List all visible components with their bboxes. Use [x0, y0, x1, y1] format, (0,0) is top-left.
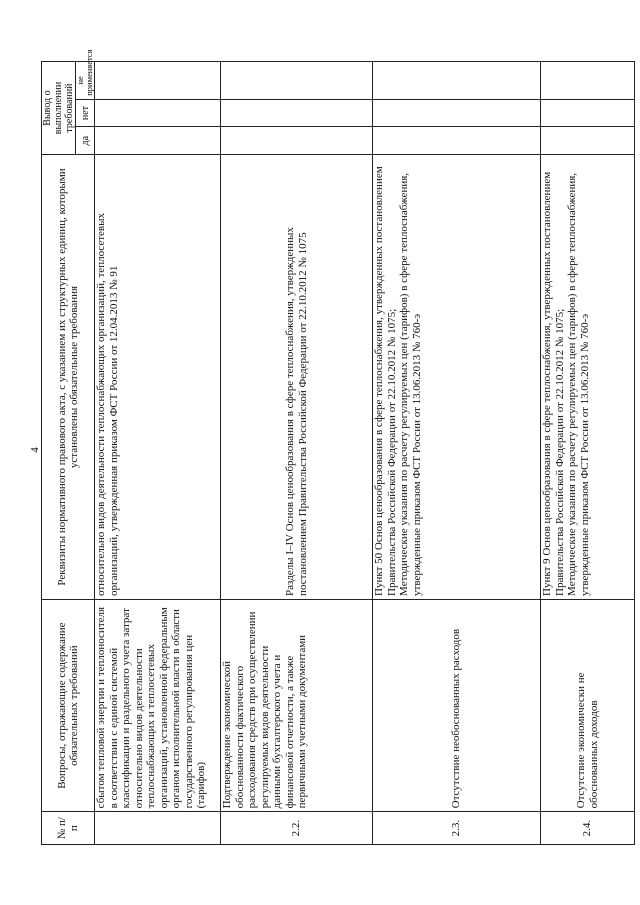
row-number: 2.2.: [221, 812, 373, 845]
cell-yes: [373, 127, 541, 155]
cell-not-applicable: [373, 62, 541, 100]
row-requisites: [541, 155, 635, 600]
row-requisites: [95, 155, 221, 600]
header-not-applicable: не применяется: [76, 62, 95, 100]
header-question: Вопросы, отражающие содержание обязательных требований: [42, 599, 95, 811]
page-number: 4: [29, 447, 41, 453]
row-number: 2.3.: [373, 812, 541, 845]
row-question: Подтверждение экономической обоснованности фактического расходования средств при осуществлении регулируемых видов деятельности данными бухгалтерского учета и финансовой отчетности, а также первичными учетными документами: [221, 599, 373, 811]
cell-no: [95, 99, 221, 127]
row-question: сбытом тепловой энергии и теплоносителя в соответствии с единой системой классификации и раздельного учета затрат относительно видов деятельности теплоснабжающих и теплосетевых организаций, установленной федеральным органом исполнительной власти в области государственного регулирования цен (тарифов): [95, 599, 221, 811]
table-row: [373, 62, 541, 845]
header-yes: да: [76, 127, 95, 155]
cell-yes: [541, 127, 635, 155]
cell-not-applicable: [95, 62, 221, 100]
row-requisites: [373, 155, 541, 600]
rotated-page: [41, 49, 600, 845]
row-number: 2.4.: [541, 812, 635, 845]
row-number: [95, 812, 221, 845]
header-conclusion: Вывод о выполнении требований: [42, 62, 76, 155]
requisite-text: Пункт 50 Основ ценообразования в сфере теплоснабжения, утвержденных постановлением Правительства Российской Федерации от 22.10.2012 № 1075;: [373, 166, 398, 596]
cell-no: [373, 99, 541, 127]
row-question: Отсутствие экономически не обоснованных доходов: [541, 599, 635, 811]
requisite-text: Методические указания по расчету регулируемых цен (тарифов) в сфере теплоснабжения, утвержденные приказом ФСТ России от 13.06.2013 № 760-э: [566, 172, 591, 596]
header-row: [42, 62, 76, 845]
header-no: нет: [76, 99, 95, 127]
table-row: [221, 62, 373, 845]
table-row: [541, 62, 635, 845]
cell-not-applicable: [541, 62, 635, 100]
requisite-text: Пункт 9 Основ ценообразования в сфере теплоснабжения, утвержденных постановлением Правительства Российской Федерации от 22.10.2012 № 1075;: [541, 171, 566, 596]
cell-no: [221, 99, 373, 127]
cell-not-applicable: [221, 62, 373, 100]
requirements-table: [41, 49, 635, 845]
cell-yes: [95, 127, 221, 155]
row-requisites: [221, 155, 373, 600]
requisite-text: относительно видов деятельности теплоснабжающих организаций, теплосетевых организаций, утвержденная приказом ФСТ России от 12.04.2013 № 91: [95, 212, 120, 596]
requisite-text: Разделы I–IV Основ ценообразования в сфере теплоснабжения, утвержденных постановлением Правительства Российской Федерации от 22.10.2012 № 1075: [284, 227, 309, 596]
table-row: [95, 62, 221, 845]
header-requisites: Реквизиты нормативного правового акта, с указанием их структурных единиц, которыми установлены обязательные требования: [42, 155, 95, 600]
requisite-text: Методические указания по расчету регулируемых цен (тарифов) в сфере теплоснабжения, утвержденные приказом ФСТ России от 13.06.2013 № 760-э: [398, 172, 423, 596]
header-num: № п/п: [42, 812, 95, 845]
cell-no: [541, 99, 635, 127]
row-question: Отсутствие необоснованных расходов: [373, 599, 541, 811]
cell-yes: [221, 127, 373, 155]
